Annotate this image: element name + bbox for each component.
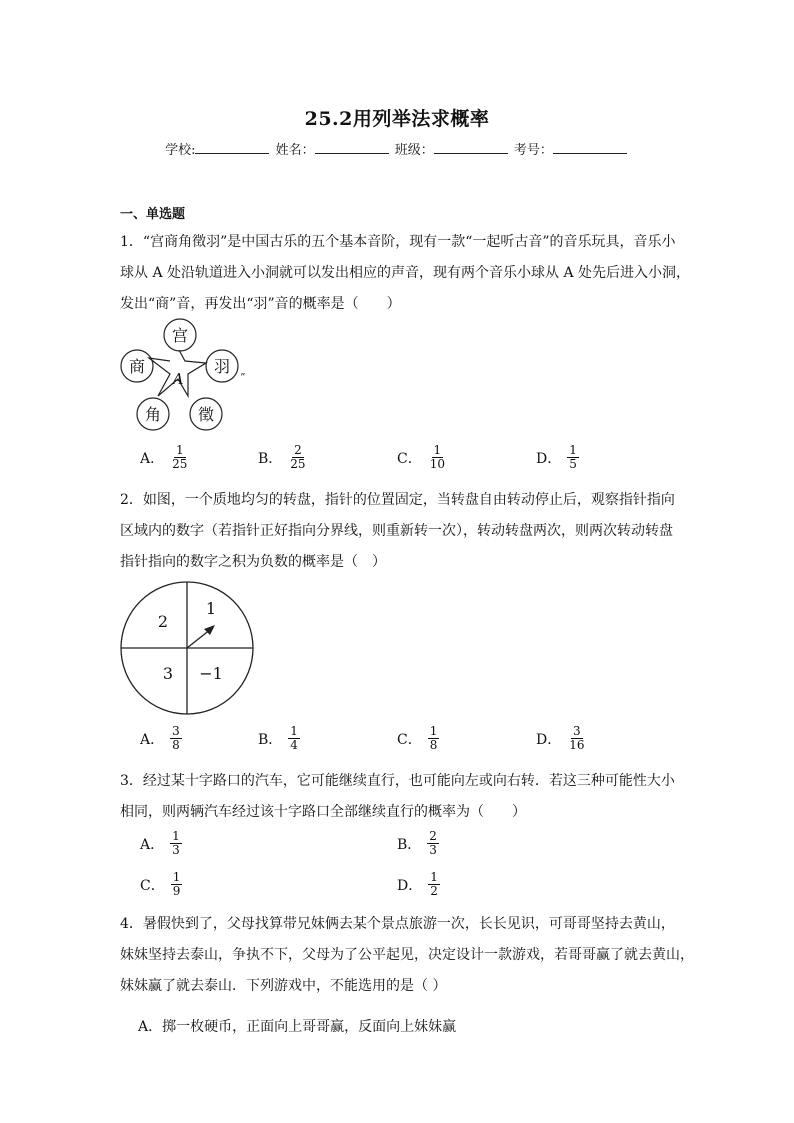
note-yu: 羽 [213,357,231,376]
note-gong: 宫 [171,326,189,345]
q3-option-c[interactable]: C． $\frac{1}{9}$ [140,870,181,898]
q3-line-2: 相同，则两辆汽车经过该十字路口全部继续直行的概率为（ ） [120,804,526,820]
q3-option-b[interactable]: B． $\frac{2}{3}$ [397,829,437,857]
section-heading: 一、单选题 [120,207,186,222]
sector-1: 1 [205,599,217,618]
q1-option-b[interactable]: B． $\frac{2}{25}$ [258,443,306,471]
sector-3: 3 [162,664,174,683]
q2-option-a[interactable]: A． $\frac{3}{8}$ [140,724,180,752]
q2-option-d[interactable]: D． $\frac{3}{16}$ [536,724,585,752]
name-label: 姓名： [275,143,315,158]
q3-option-d[interactable]: D． $\frac{1}{2}$ [397,870,438,898]
school-label: 学校: [165,143,196,158]
note-shang: 商 [128,357,146,376]
q1-figure [112,318,252,436]
name-blank[interactable] [315,141,389,154]
q1-line-1: 1．“宫商角徵羽”是中国古乐的五个基本音阶，现有一款“一起听古音”的音乐玩具，音乐小 [120,234,676,250]
q4-line-2: 妹妹坚持去泰山，争执不下，父母为了公平起见，决定设计一款游戏，若哥哥赢了就去黄山， [120,947,694,963]
school-blank[interactable] [195,141,269,154]
sector-neg-1: −1 [199,664,223,683]
q2-option-c[interactable]: C． $\frac{1}{8}$ [397,724,438,752]
q2-option-b[interactable]: B． $\frac{1}{4}$ [258,724,298,752]
student-info-row [0,139,794,158]
point-a-label: A [172,370,184,388]
q1-option-a[interactable]: A． $\frac{1}{25}$ [140,443,188,471]
exam-no-blank[interactable] [553,141,627,154]
class-label: 班级： [394,143,434,158]
note-jue: 角 [144,405,162,424]
q1-line-3: 发出“商”音，再发出“羽”音的概率是（ ） [120,296,401,312]
q1-option-c[interactable]: C． $\frac{1}{10}$ [397,443,445,471]
class-blank[interactable] [434,141,508,154]
q1-line-2: 球从 A 处沿轨道进入小洞就可以发出相应的声音，现有两个音乐小球从 A 处先后进入小洞， [120,265,691,281]
exam-no-label: 考号： [513,143,553,158]
q1-option-d[interactable]: D． $\frac{1}{5}$ [536,443,577,471]
q2-line-2: 区域内的数字（若指针正好指向分界线，则重新转一次），转动转盘两次，则两次转动转盘 [120,523,673,539]
q4-line-1: 4．暑假快到了，父母找算带兄妹俩去某个景点旅游一次，长长见识，可哥哥坚持去黄山， [120,916,675,932]
page-title: 25.2用列举法求概率 [304,108,490,130]
q2-line-3: 指针指向的数字之积为负数的概率是（ ） [120,554,386,570]
q2-line-1: 2．如图，一个质地均匀的转盘，指针的位置固定，当转盘自由转动停止后，观察指针指向 [120,492,675,508]
q2-spinner [118,580,262,720]
sector-2: 2 [157,612,169,631]
figure-mark: „ [240,366,246,377]
note-zhi: 徵 [197,405,215,424]
q3-option-a[interactable]: A． $\frac{1}{3}$ [140,829,180,857]
q4-line-3: 妹妹赢了就去泰山．下列游戏中，不能选用的是（ ） [120,978,447,994]
q3-line-1: 3．经过某十字路口的汽车，它可能继续直行，也可能向左或向右转．若这三种可能性大小 [120,773,675,789]
q4-option-a[interactable]: A．掷一枚硬币，正面向上哥哥赢，反面向上妹妹赢 [138,1019,457,1035]
